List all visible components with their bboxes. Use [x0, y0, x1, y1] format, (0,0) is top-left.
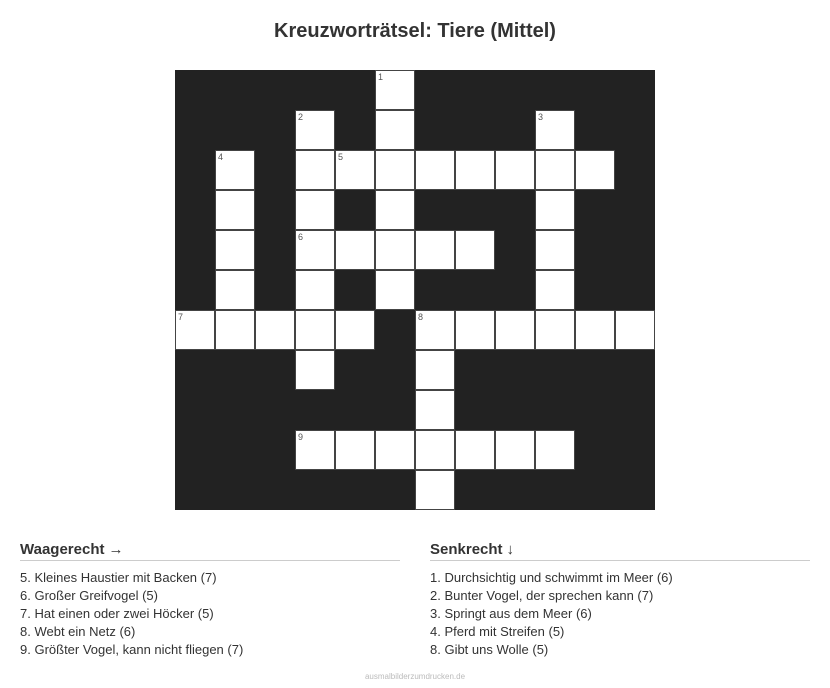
right-arrow-icon: → — [108, 541, 124, 558]
down-heading — [430, 541, 810, 561]
grid-cell[interactable] — [455, 230, 495, 270]
grid-cell[interactable] — [335, 310, 375, 350]
grid-cell[interactable] — [455, 310, 495, 350]
grid-cell[interactable] — [575, 150, 615, 190]
down-clue: 2. Bunter Vogel, der sprechen kann (7) — [430, 588, 654, 603]
grid-cell[interactable] — [375, 110, 415, 150]
grid-cell[interactable] — [215, 230, 255, 270]
grid-cell[interactable] — [495, 150, 535, 190]
grid-cell[interactable] — [215, 190, 255, 230]
clue-number: 5 — [338, 152, 344, 162]
grid-cell[interactable] — [295, 430, 335, 470]
grid-cell[interactable] — [415, 390, 455, 430]
down-clue: 3. Springt aus dem Meer (6) — [430, 606, 592, 621]
clue-number: 7 — [178, 312, 184, 322]
clue-number: 8 — [418, 312, 424, 322]
grid-cell[interactable] — [415, 230, 455, 270]
grid-cell[interactable] — [535, 190, 575, 230]
grid-cell[interactable] — [495, 430, 535, 470]
grid-cell[interactable] — [295, 310, 335, 350]
grid-cell[interactable] — [375, 270, 415, 310]
grid-cell[interactable] — [535, 230, 575, 270]
grid-cell[interactable] — [215, 270, 255, 310]
grid-cell[interactable] — [575, 310, 615, 350]
clue-number: 3 — [538, 112, 544, 122]
across-heading — [20, 541, 400, 561]
grid-cell[interactable] — [535, 310, 575, 350]
clue-number: 1 — [378, 72, 384, 82]
grid-cell[interactable] — [335, 430, 375, 470]
grid-cell[interactable] — [375, 190, 415, 230]
clue-number: 4 — [218, 152, 224, 162]
down-clue: 4. Pferd mit Streifen (5) — [430, 624, 565, 639]
grid-cell[interactable] — [415, 350, 455, 390]
grid-cell[interactable] — [415, 310, 455, 350]
clue-number: 2 — [298, 112, 304, 122]
clue-number: 9 — [298, 432, 304, 442]
page-title: Kreuzworträtsel: Tiere (Mittel) — [274, 20, 556, 42]
grid-cell[interactable] — [375, 430, 415, 470]
grid-cell[interactable] — [535, 150, 575, 190]
across-heading-label: Waagerecht — [20, 541, 105, 558]
grid-cell[interactable] — [375, 230, 415, 270]
down-clue: 1. Durchsichtig und schwimmt im Meer (6) — [430, 570, 673, 585]
clue-number: 6 — [298, 232, 304, 242]
grid-cell[interactable] — [615, 310, 655, 350]
grid-cell[interactable] — [415, 150, 455, 190]
grid-cell[interactable] — [295, 110, 335, 150]
grid-cell[interactable] — [295, 270, 335, 310]
grid-cell[interactable] — [535, 270, 575, 310]
grid-cell[interactable] — [375, 150, 415, 190]
grid-cell[interactable] — [295, 230, 335, 270]
down-clues — [430, 541, 810, 659]
grid-cell[interactable] — [455, 430, 495, 470]
across-clue: 6. Großer Greifvogel (5) — [20, 588, 158, 603]
grid-cell[interactable] — [495, 310, 535, 350]
grid-cell[interactable] — [535, 110, 575, 150]
across-clue: 7. Hat einen oder zwei Höcker (5) — [20, 606, 214, 621]
down-heading-label: Senkrecht — [430, 541, 503, 558]
across-clues — [20, 541, 400, 659]
down-clue: 8. Gibt uns Wolle (5) — [430, 642, 549, 657]
grid-cell[interactable] — [295, 190, 335, 230]
grid-cell[interactable] — [255, 310, 295, 350]
grid-cell[interactable] — [215, 310, 255, 350]
grid-cell[interactable] — [535, 430, 575, 470]
grid-cell[interactable] — [335, 230, 375, 270]
grid-cell[interactable] — [455, 150, 495, 190]
grid-cell[interactable] — [375, 70, 415, 110]
across-clue: 9. Größter Vogel, kann nicht fliegen (7) — [20, 642, 244, 657]
grid-cell[interactable] — [335, 150, 375, 190]
down-arrow-icon: ↓ — [506, 541, 515, 558]
grid-cell[interactable] — [415, 470, 455, 510]
grid-cell[interactable] — [215, 150, 255, 190]
grid-cell[interactable] — [295, 350, 335, 390]
across-clue: 5. Kleines Haustier mit Backen (7) — [20, 570, 217, 585]
footer-credit: ausmalbilderzumdrucken.de — [364, 672, 466, 681]
grid-cell[interactable] — [175, 310, 215, 350]
across-clue: 8. Webt ein Netz (6) — [20, 624, 136, 639]
grid-cell[interactable] — [415, 430, 455, 470]
grid-cell[interactable] — [295, 150, 335, 190]
crossword-grid — [175, 70, 655, 510]
